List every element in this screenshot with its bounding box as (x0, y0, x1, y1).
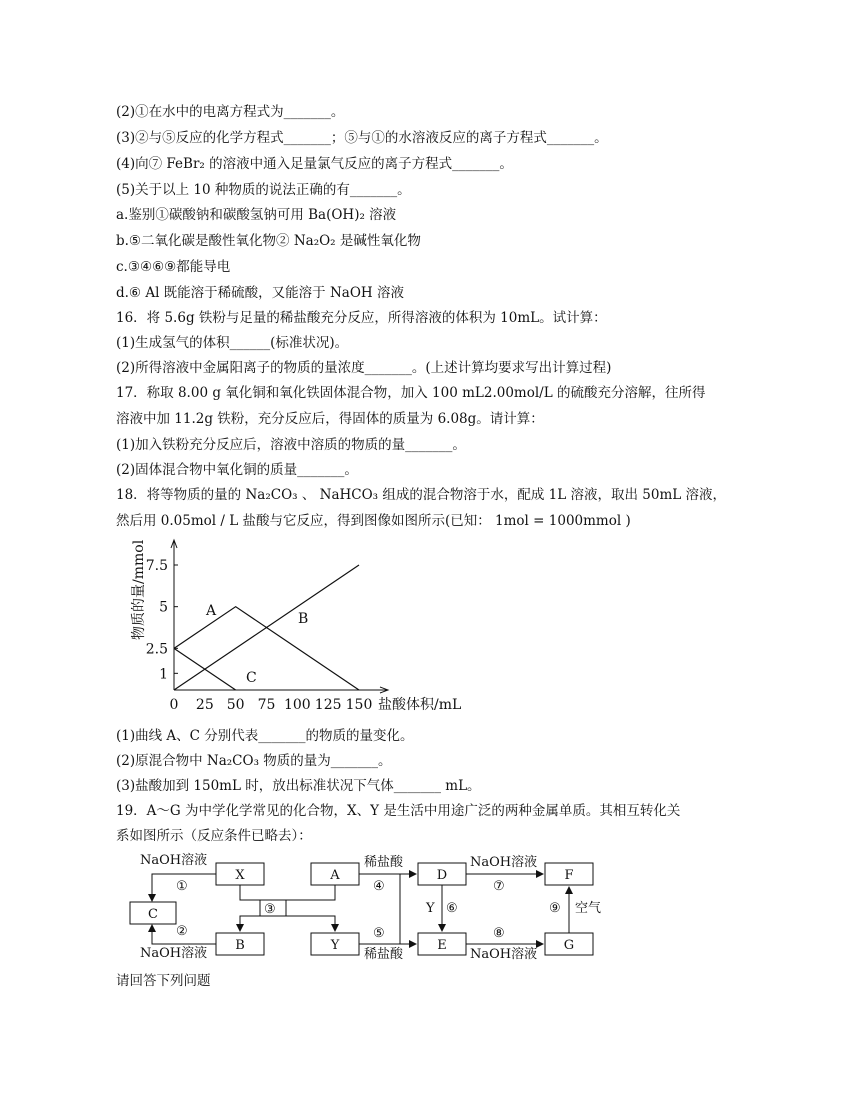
q17-part2: (2)固体混合物中氧化铜的质量_______。 (116, 462, 358, 478)
label-num-5: ⑤ (373, 926, 385, 941)
label-hcl-4: 稀盐酸 (364, 855, 404, 870)
option-c: c.③④⑥⑨都能导电 (116, 259, 231, 275)
box-d (418, 863, 466, 885)
q15-part5: (5)关于以上 10 种物质的说法正确的有_______。 (116, 182, 411, 198)
footer-text: 请回答下列问题 (116, 973, 211, 989)
label-num-4: ④ (373, 879, 385, 894)
y-tick-label: 2.5 (145, 641, 168, 658)
y-tick-label: 5 (159, 599, 168, 616)
q18-part2: (2)原混合物中 Na₂CO₃ 物质的量为_______。 (116, 753, 392, 769)
q15-part4: (4)向⑦ FeBr₂ 的溶液中通入足量氯气反应的离子方程式_______。 (116, 156, 513, 172)
x-axis-label: 盐酸体积/mL (378, 697, 462, 713)
label-hcl-5: 稀盐酸 (364, 947, 404, 962)
label-num-2: ② (176, 924, 188, 939)
series-line-b (174, 565, 359, 690)
box-x (216, 863, 264, 885)
q18-part3: (3)盐酸加到 150mL 时，放出标准状况下气体_______ mL。 (116, 778, 481, 794)
box-x-label: X (235, 868, 245, 883)
label-num-9: ⑨ (549, 901, 561, 916)
label-air-9: 空气 (575, 901, 602, 916)
label-num-8: ⑧ (493, 926, 505, 941)
series-label-a: A (206, 603, 217, 619)
x-tick-label: 50 (226, 697, 245, 713)
label-naoh-7: NaOH溶液 (470, 855, 538, 870)
box-g-label: G (563, 938, 575, 953)
q18-stem-1: 18．将等物质的量的 Na₂CO₃ 、 NaHCO₃ 组成的混合物溶于水，配成 1L 溶液，取出 50mL 溶液， (116, 487, 727, 503)
label-y-6: Y (426, 901, 435, 916)
option-b: b.⑤二氧化碳是酸性氧化物② Na₂O₂ 是碱性氧化物 (116, 233, 421, 249)
q16-part1: (1)生成氢气的体积______(标准状况)。 (116, 335, 349, 351)
box-d-label: D (436, 868, 448, 883)
y-tick-label: 1 (159, 666, 168, 683)
box-b (216, 933, 264, 955)
q17-stem-2: 溶液中加 11.2g 铁粉，充分反应后，得固体的质量为 6.08g。请计算： (116, 411, 544, 427)
box-e-label: E (437, 938, 447, 953)
q18-part1: (1)曲线 A、C 分别代表_______的物质的量变化。 (116, 728, 414, 744)
x-tick-label: 100 (283, 697, 311, 713)
label-num-6: ⑥ (446, 901, 458, 916)
series-line-c (174, 648, 236, 690)
series-label-c: C (246, 670, 257, 686)
x-tick-label: 125 (314, 697, 342, 713)
box-a-label: A (330, 868, 340, 883)
q19-stem-1: 19．A～G 为中学化学常见的化合物，X、Y 是生活中用途广泛的两种金属单质。其相互转化关 (116, 803, 681, 819)
series-line-a (174, 607, 359, 690)
box-e (418, 933, 466, 955)
box-f-label: F (564, 868, 574, 883)
option-d: d.⑥ Al 既能溶于稀硫酸，又能溶于 NaOH 溶液 (116, 285, 404, 301)
label-num-7: ⑦ (493, 879, 505, 894)
y-axis-arrow (171, 540, 177, 548)
x-tick-label: 75 (257, 697, 276, 713)
box-f (545, 863, 593, 885)
box-c-label: C (148, 907, 158, 922)
y-tick-label: 7.5 (145, 558, 168, 574)
q18-stem-2: 然后用 0.05mol / L 盐酸与它反应，得到图像如图所示(已知： 1mol = 1000mmol ) (116, 513, 631, 529)
q17-part1: (1)加入铁粉充分反应后，溶液中溶质的物质的量_______。 (116, 437, 466, 453)
box-b-label: B (235, 938, 245, 953)
x-tick-label: 25 (195, 697, 214, 713)
x-axis-arrow (380, 687, 388, 693)
box-g (545, 933, 593, 955)
q15-part3: (3)②与⑤反应的化学方程式_______；⑤与①的水溶液反应的离子方程式_______。 (116, 130, 608, 146)
label-naoh-2: NaOH溶液 (140, 946, 208, 961)
box-a (311, 863, 359, 885)
box-y-label: Y (330, 938, 340, 953)
label-naoh-8: NaOH溶液 (470, 947, 538, 962)
label-num-1: ① (176, 879, 188, 894)
q17-stem-1: 17．称取 8.00 g 氧化铜和氧化铁固体混合物，加入 100 mL2.00mol/L 的硫酸充分溶解，往所得 (116, 385, 706, 401)
q16-part2: (2)所得溶液中金属阳离子的物质的量浓度_______。(上述计算均要求写出计算过程) (116, 360, 612, 376)
q15-part2: (2)①在水中的电离方程式为_______。 (116, 104, 345, 120)
box-y (311, 933, 359, 955)
q16-stem: 16．将 5.6g 铁粉与足量的稀盐酸充分反应，所得溶液的体积为 10mL。试计算： (116, 310, 607, 326)
x-tick-label: 150 (345, 697, 373, 713)
label-num-3: ③ (264, 902, 276, 917)
series-label-b: B (298, 611, 309, 627)
option-a: a.鉴别①碳酸钠和碳酸氢钠可用 Ba(OH)₂ 溶液 (116, 207, 397, 223)
x-tick-label: 0 (169, 697, 179, 713)
box-c (130, 902, 176, 924)
q19-stem-2: 系如图所示（反应条件已略去）： (116, 828, 312, 844)
label-naoh-1: NaOH溶液 (140, 853, 208, 868)
y-axis-label: 物质的量/mmol (131, 539, 147, 640)
